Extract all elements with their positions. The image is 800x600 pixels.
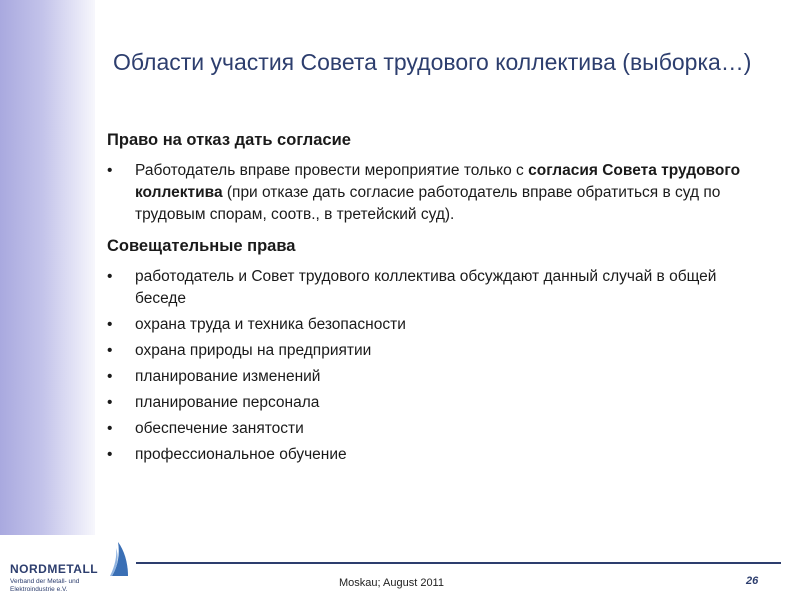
page-number: 26 (746, 575, 759, 587)
list-item-text: работодатель и Совет трудового коллектива обсуждают данный случай в общей беседе (135, 268, 717, 307)
sail-icon (110, 540, 130, 578)
list-item (107, 314, 767, 336)
consent-list (107, 160, 767, 226)
slide-content (107, 129, 767, 470)
logo-wordmark: NORDMETALL (10, 562, 99, 576)
list-item-text: охрана труда и техника безопасности (135, 316, 406, 333)
section-heading-advisory: Совещательные права (107, 237, 296, 255)
bullet-icon: • (107, 368, 113, 385)
bullet-icon: • (107, 394, 113, 411)
list-item (107, 340, 767, 362)
list-item-text: планирование изменений (135, 368, 321, 385)
left-gradient-bar (0, 0, 95, 535)
list-item (107, 418, 767, 440)
list-item (107, 266, 767, 310)
list-item-text: охрана природы на предприятии (135, 342, 372, 359)
logo-subtitle: Verband der Metall- und Elektroindustrie e.V. (10, 578, 80, 593)
nordmetall-logo (10, 540, 130, 598)
footer-divider (136, 562, 781, 564)
bullet-icon: • (107, 342, 113, 359)
list-item (107, 160, 767, 226)
list-item (107, 392, 767, 414)
item-text-part1: Работодатель вправе провести мероприятие только с (135, 162, 529, 179)
section-heading-consent: Право на отказ дать согласие (107, 131, 351, 149)
footer-location-date: Moskau; August 2011 (339, 577, 444, 589)
list-item-text: профессиональное обучение (135, 446, 347, 463)
bullet-icon: • (107, 420, 113, 437)
list-item (107, 366, 767, 388)
item-text-bold: согласия Совета трудового коллектива (135, 162, 741, 201)
list-item-text: обеспечение занятости (135, 420, 304, 437)
list-item (107, 444, 767, 466)
bullet-icon: • (107, 446, 113, 463)
advisory-list (107, 266, 767, 466)
item-text-part2: (при отказе дать согласие работодатель вправе обратиться в суд по трудовым спорам, соотв., в третейский суд). (135, 184, 721, 223)
bullet-icon: • (107, 268, 113, 285)
bullet-icon: • (107, 316, 113, 333)
bullet-icon: • (107, 162, 113, 179)
list-item-text: планирование персонала (135, 394, 320, 411)
slide-title: Области участия Совета трудового коллектива (выборка…) (113, 49, 752, 75)
